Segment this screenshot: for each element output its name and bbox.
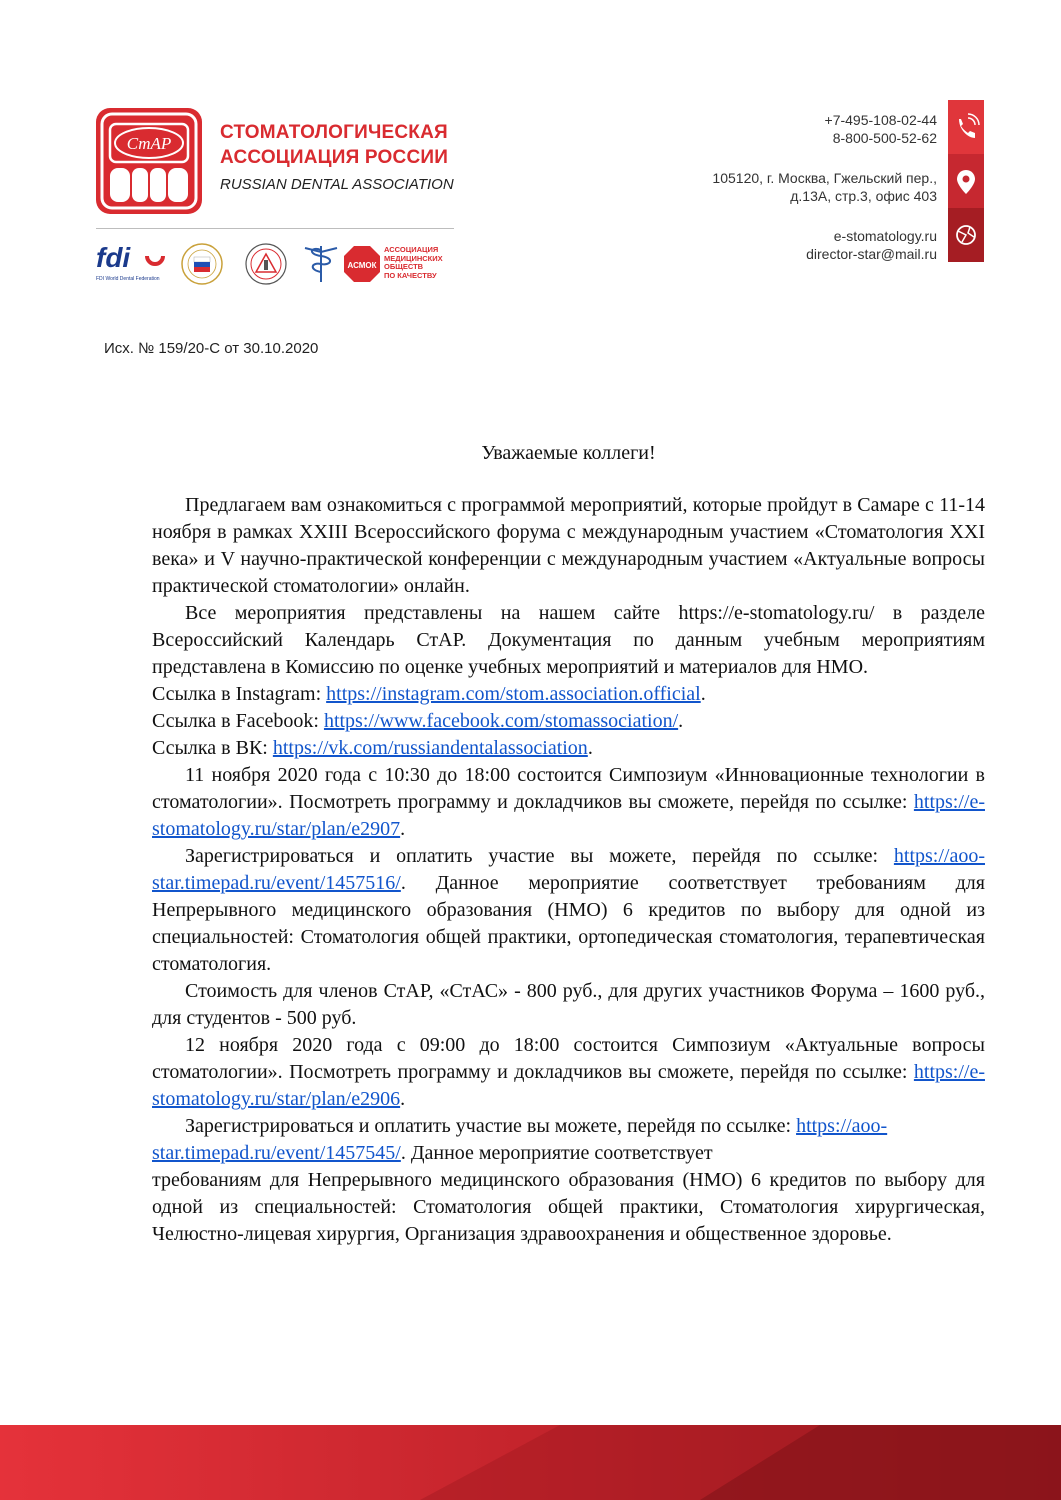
paragraph-symposium-nov12: 12 ноября 2020 года с 09:00 до 18:00 состоится Симпозиум «Актуальные вопросы стоматологии». Посмотреть программу и докладчиков вы сможете, перейдя по ссылке: https://e-stomatology.ru/star/plan/e2906. [152, 1034, 985, 1110]
address-group [712, 169, 937, 205]
registration-nov11-text: Зарегистрироваться и оплатить участие вы можете, перейдя по ссылке: [185, 845, 894, 867]
partner-logos [96, 238, 456, 288]
address-line2: д.13А, стр.3, офис 403 [790, 188, 937, 204]
national-medical-chamber-logo-icon [180, 242, 224, 286]
asmok-logo-icon [342, 244, 382, 284]
header-divider [96, 228, 454, 229]
caduceus-logo-icon [301, 240, 341, 286]
contact-block [712, 111, 937, 280]
letter-body [152, 440, 985, 1248]
instagram-line: Ссылка в Instagram: https://instagram.com/stom.association.official. [152, 683, 706, 705]
symposium-nov11-text: 11 ноября 2020 года с 10:30 до 18:00 состоится Симпозиум «Инновационные технологии в стоматологии». Посмотреть программу и докладчиков вы сможете, перейдя по ссылке: [152, 764, 985, 813]
paragraph-registration-nov12 [152, 1113, 985, 1167]
paragraph-registration-nov11 [152, 843, 985, 978]
registration-nov12-tail: . Данное мероприятие соответствует [400, 1142, 713, 1164]
paragraph-pricing: Стоимость для членов СтАР, «СтАС» - 800 руб., для других участников Форума – 1600 руб., для студентов - 500 руб. [152, 980, 985, 1029]
paragraph-symposium-nov11: 11 ноября 2020 года с 10:30 до 18:00 состоится Симпозиум «Инновационные технологии в стоматологии». Посмотреть программу и докладчиков вы сможете, перейдя по ссылке: https://e-stomatology.ru/star/plan/e2907. [152, 764, 985, 840]
facebook-label: Ссылка в Facebook: [152, 710, 324, 732]
instagram-label: Ссылка в Instagram: [152, 683, 327, 705]
outgoing-reference: Исх. № 159/20-С от 30.10.2020 [104, 340, 319, 357]
facebook-link[interactable]: https://www.facebook.com/stomassociation/ [323, 710, 679, 732]
organization-name [220, 120, 448, 170]
asmok-label-line2: МЕДИЦИНСКИХ [384, 253, 443, 263]
salutation: Уважаемые коллеги! [481, 442, 656, 464]
vk-line: Ссылка в ВК: https://vk.com/russiandentalassociation. [152, 737, 593, 759]
instagram-link[interactable]: https://instagram.com/stom.association.official [326, 683, 701, 705]
phone-secondary[interactable]: 8-800-500-52-62 [832, 130, 937, 146]
logo-text: СтАР [126, 134, 172, 153]
footer-stripe [0, 1425, 1061, 1500]
contact-icons-bar [948, 100, 984, 262]
asmok-badge-text: АСМОК [347, 261, 377, 270]
address-line1: 105120, г. Москва, Гжельский пер., [712, 170, 937, 186]
email-link[interactable]: director-star@mail.ru [806, 246, 937, 262]
fdi-caption: FDI World Dental Federation [96, 276, 160, 282]
phone-group [712, 111, 937, 147]
registration-nov12-text: Зарегистрироваться и оплатить участие вы можете, перейдя по ссылке: [185, 1115, 797, 1137]
phone-primary[interactable]: +7-495-108-02-44 [824, 112, 937, 128]
registration-link-1457516[interactable]: https://aoo-star.timepad.ru/event/1457516/ [152, 845, 985, 894]
vk-link[interactable]: https://vk.com/russiandentalassociation [272, 737, 588, 759]
star-logo-icon [96, 108, 202, 214]
fdi-logo-text: fdi [96, 242, 131, 273]
asmok-label [384, 246, 443, 280]
vk-label: Ссылка в ВК: [152, 737, 273, 759]
organization-name-english: RUSSIAN DENTAL ASSOCIATION [220, 176, 454, 193]
symposium-nov12-text: 12 ноября 2020 года с 09:00 до 18:00 состоится Симпозиум «Актуальные вопросы стоматологии». Посмотреть программу и докладчиков вы сможете, перейдя по ссылке: [152, 1034, 985, 1083]
org-name-line1: СТОМАТОЛОГИЧЕСКАЯ [220, 122, 448, 143]
paragraph-website: Все мероприятия представлены на нашем сайте https://e-stomatology.ru/ в разделе Всероссийский Календарь СтАР. Документация по данным учебным мероприятиям представлена в Комиссию по оценке учебных мероприятий и материалов для НМО. [152, 602, 985, 678]
program-link-e2906[interactable]: https://e-stomatology.ru/star/plan/e2906 [152, 1061, 985, 1110]
web-group [712, 227, 937, 263]
website-link[interactable]: e-stomatology.ru [833, 228, 937, 244]
fdi-swoosh-icon [144, 248, 166, 270]
paragraph-intro: Предлагаем вам ознакомиться с программой мероприятий, которые пройдут в Самаре с 11-14 ноября в рамках XXIII Всероссийского форума с международным участием «Стоматология XXI века» и V научно-практической конференции с международным участием «Актуальные вопросы практической стоматологии» онлайн. [152, 494, 985, 597]
medical-society-logo-icon [244, 242, 288, 286]
asmok-label-line3: ОБЩЕСТВ [384, 262, 424, 271]
registration-nov11-tail: . Данное мероприятие соответствует требованиям для Непрерывного медицинского образования (НМО) 6 кредитов по выбору для одной из специальностей: Стоматология общей практики, ортопедическая стоматология, терапевтическая стоматология. [152, 872, 985, 975]
paragraph-nmo-specialties: требованиям для Непрерывного медицинского образования (НМО) 6 кредитов по выбору для одной из специальностей: Стоматология общей практики, Стоматология хирургическая, Челюстно-лицевая хирургия, Организация здравоохранения и общественное здоровье. [152, 1169, 985, 1245]
asmok-label-line1: АССОЦИАЦИЯ [384, 245, 439, 254]
facebook-line: Ссылка в Facebook: https://www.facebook.com/stomassociation/. [152, 710, 684, 732]
program-link-e2907[interactable]: https://e-stomatology.ru/star/plan/e2907 [152, 791, 985, 840]
org-name-line2: АССОЦИАЦИЯ РОССИИ [220, 147, 449, 168]
asmok-label-line4: ПО КАЧЕСТВУ [384, 270, 437, 280]
registration-link-1457545[interactable]: https://aoo-star.timepad.ru/event/1457545/ [152, 1115, 888, 1164]
